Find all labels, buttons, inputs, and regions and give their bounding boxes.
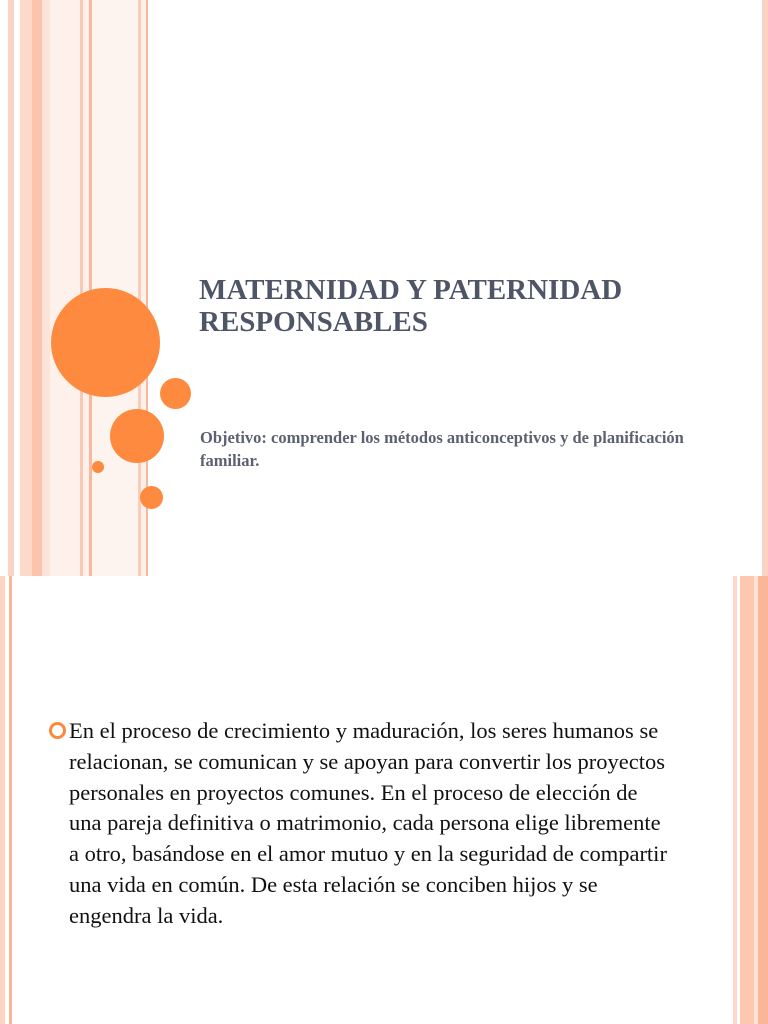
decorative-circle-large — [51, 288, 160, 397]
decorative-circle-small — [140, 486, 163, 509]
decorative-stripe — [42, 0, 50, 576]
bullet-paragraph: En el proceso de crecimiento y maduración, los seres humanos se relacionan, se comunican y se apoyan para convertir los proyectos personales en proyectos comunes. En el proceso de elección de una pareja definitiva o matrimonio, cada persona elige libremente a otro, basándose en el amor mutuo y en la seguridad de compartir una vida en común. De esta relación se conciben hijos y se engendra la vida. — [69, 718, 667, 928]
decorative-circle-medium — [110, 409, 164, 463]
decorative-circle-small — [160, 378, 191, 409]
decorative-stripe — [50, 0, 80, 576]
decorative-stripe — [32, 0, 42, 576]
decorative-stripe — [758, 576, 768, 1024]
slide-subtitle: Objetivo: comprender los métodos anticonceptivos y de planificación familiar. — [200, 428, 684, 470]
decorative-stripe — [20, 0, 32, 576]
bullet-ring-icon — [49, 722, 66, 739]
decorative-stripe — [9, 576, 12, 1024]
slide-title: MATERNIDAD Y PATERNIDAD RESPONSABLES — [199, 274, 623, 338]
decorative-stripe — [762, 0, 768, 576]
decorative-circle-tiny — [92, 461, 104, 473]
decorative-stripe — [740, 576, 754, 1024]
